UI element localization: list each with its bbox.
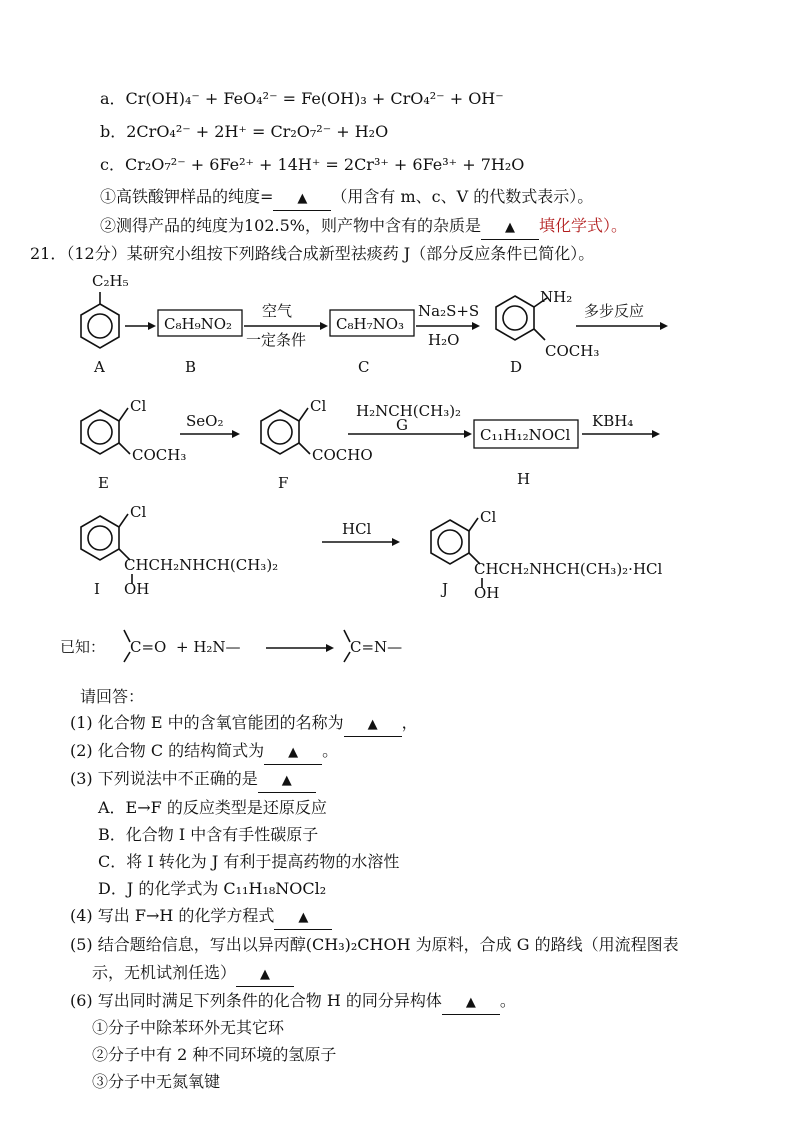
arrow-bc-top: 空气 bbox=[262, 302, 293, 320]
label-b: B bbox=[185, 358, 197, 376]
answer-blank[interactable] bbox=[274, 905, 332, 930]
question-2-period: 。 bbox=[322, 741, 339, 760]
label-h: H bbox=[517, 470, 531, 488]
option-d[interactable]: D．J 的化学式为 C₁₁H₁₈NOCl₂ bbox=[98, 879, 327, 898]
substituent-e-bottom: COCH₃ bbox=[132, 446, 187, 464]
known-reaction bbox=[0, 618, 800, 678]
purity-question bbox=[100, 186, 593, 211]
box-b: C₈H₉NO₂ bbox=[164, 315, 233, 333]
label-d: D bbox=[510, 358, 523, 376]
substituent-a: C₂H₅ bbox=[92, 272, 129, 290]
benzene-e bbox=[81, 408, 130, 454]
arrow-ij: HCl bbox=[342, 520, 372, 538]
label-e: E bbox=[98, 474, 109, 492]
question-6-period: 。 bbox=[499, 991, 516, 1010]
arrow-cd-top: Na₂S+S bbox=[418, 302, 480, 320]
question-2-text: (2) 化合物 C 的结构简式为 bbox=[70, 741, 265, 760]
arrow-cd-bottom: H₂O bbox=[428, 331, 460, 349]
arrow-hi: KBH₄ bbox=[592, 412, 634, 430]
question-4-text: (4) 写出 F→H 的化学方程式 bbox=[70, 906, 275, 925]
answer-blank[interactable] bbox=[264, 740, 322, 765]
answer-blank[interactable] bbox=[273, 186, 331, 211]
known-right: C=N— bbox=[350, 638, 403, 656]
question-6-text: (6) 写出同时满足下列条件的化合物 H 的同分异构体 bbox=[70, 991, 442, 1010]
blank-mark: ▲ bbox=[505, 220, 516, 235]
question-3-text: (3) 下列说法中不正确的是 bbox=[70, 769, 258, 788]
question-3 bbox=[70, 768, 316, 793]
equation-b: b．2CrO₄²⁻ + 2H⁺ = Cr₂O₇²⁻ + H₂O bbox=[100, 122, 389, 141]
substituent-f-top: Cl bbox=[310, 397, 327, 415]
substituent-j-oh: OH bbox=[474, 584, 500, 602]
question-2 bbox=[70, 740, 338, 765]
label-c: C bbox=[358, 358, 370, 376]
equation-c: c．Cr₂O₇²⁻ + 6Fe²⁺ + 14H⁺ = 2Cr³⁺ + 6Fe³⁺ + 7H₂O bbox=[100, 155, 525, 174]
question-5-text: 示，无机试剂任选） bbox=[92, 963, 237, 982]
substituent-d-bottom: COCH₃ bbox=[545, 342, 600, 360]
substituent-i-chain: CHCH₂NHCH(CH₃)₂ bbox=[124, 556, 279, 574]
purity-suffix: （用含有 m、c、V 的代数式表示）。 bbox=[331, 187, 594, 206]
blank-mark: ▲ bbox=[465, 995, 476, 1010]
substituent-f-bottom: COCHO bbox=[312, 446, 373, 464]
condition-1: ①分子中除苯环外无其它环 bbox=[92, 1018, 285, 1037]
answer-blank[interactable] bbox=[442, 990, 500, 1015]
question-1-text: (1) 化合物 E 中的含氧官能团的名称为 bbox=[70, 713, 344, 732]
label-a: A bbox=[94, 358, 105, 376]
purity-text: ①高铁酸钾样品的纯度= bbox=[100, 187, 274, 206]
arrow-ef: SeO₂ bbox=[186, 412, 224, 430]
blank-mark: ▲ bbox=[281, 773, 292, 788]
blank-mark: ▲ bbox=[288, 745, 299, 760]
known-left: C=O bbox=[130, 638, 167, 656]
arrow-bc-bottom: 一定条件 bbox=[246, 331, 307, 349]
substituent-d-top: NH₂ bbox=[540, 288, 573, 306]
answer-blank[interactable] bbox=[258, 768, 316, 793]
answer-blank[interactable] bbox=[236, 962, 294, 987]
questions-intro: 请回答： bbox=[80, 687, 145, 706]
condition-2: ②分子中有 2 种不同环境的氢原子 bbox=[92, 1045, 337, 1064]
label-i: I bbox=[94, 580, 100, 598]
question-5-line2 bbox=[92, 962, 294, 987]
impurity-suffix: 填化学式）。 bbox=[539, 216, 628, 235]
scheme-row-3 bbox=[0, 500, 800, 610]
arrow-fh-top: H₂NCH(CH₃)₂ bbox=[356, 402, 462, 420]
known-plus: + H₂N— bbox=[176, 638, 241, 656]
substituent-i-top: Cl bbox=[130, 503, 147, 521]
substituent-i-oh: OH bbox=[124, 580, 150, 598]
box-h: C₁₁H₁₂NOCl bbox=[480, 426, 571, 444]
option-c[interactable]: C．将 I 转化为 J 有利于提高药物的水溶性 bbox=[98, 852, 400, 871]
question-1 bbox=[70, 712, 418, 737]
blank-mark: ▲ bbox=[298, 910, 309, 925]
scheme-row-2 bbox=[0, 390, 800, 500]
blank-mark: ▲ bbox=[297, 191, 308, 206]
option-a[interactable]: A．E→F 的反应类型是还原反应 bbox=[98, 798, 327, 817]
equation-a: a．Cr(OH)₄⁻ + FeO₄²⁻ = Fe(OH)₃ + CrO₄²⁻ + OH⁻ bbox=[100, 89, 504, 108]
blank-mark: ▲ bbox=[260, 967, 271, 982]
benzene-f bbox=[261, 408, 310, 454]
option-b[interactable]: B．化合物 I 中含有手性碳原子 bbox=[98, 825, 319, 844]
question-6 bbox=[70, 990, 516, 1015]
scheme-row-1 bbox=[0, 268, 800, 378]
known-label: 已知： bbox=[60, 638, 106, 656]
question-4 bbox=[70, 905, 332, 930]
benzene-a bbox=[81, 292, 119, 348]
substituent-j-top: Cl bbox=[480, 508, 497, 526]
substituent-e-top: Cl bbox=[130, 397, 147, 415]
impurity-text: ②测得产品的纯度为102.5%，则产物中含有的杂质是 bbox=[100, 216, 482, 235]
label-f: F bbox=[278, 474, 289, 492]
label-j: J bbox=[442, 580, 449, 598]
problem-header: 21．（12分）某研究小组按下列路线合成新型祛痰药 J（部分反应条件已简化）。 bbox=[30, 244, 595, 263]
answer-blank[interactable] bbox=[344, 712, 402, 737]
answer-blank[interactable] bbox=[481, 215, 539, 240]
blank-mark: ▲ bbox=[367, 717, 378, 732]
condition-3: ③分子中无氮氧键 bbox=[92, 1072, 221, 1091]
impurity-question bbox=[100, 215, 627, 240]
question-5-line1: (5) 结合题给信息，写出以异丙醇(CH₃)₂CHOH 为原料，合成 G 的路线（用流程图表 bbox=[70, 935, 679, 954]
substituent-j-chain: CHCH₂NHCH(CH₃)₂·HCl bbox=[474, 560, 663, 578]
arrow-fh-bottom: G bbox=[396, 416, 408, 434]
box-c: C₈H₇NO₃ bbox=[336, 315, 405, 333]
question-1-comma: ， bbox=[401, 713, 418, 732]
arrow-d-next: 多步反应 bbox=[584, 302, 645, 320]
